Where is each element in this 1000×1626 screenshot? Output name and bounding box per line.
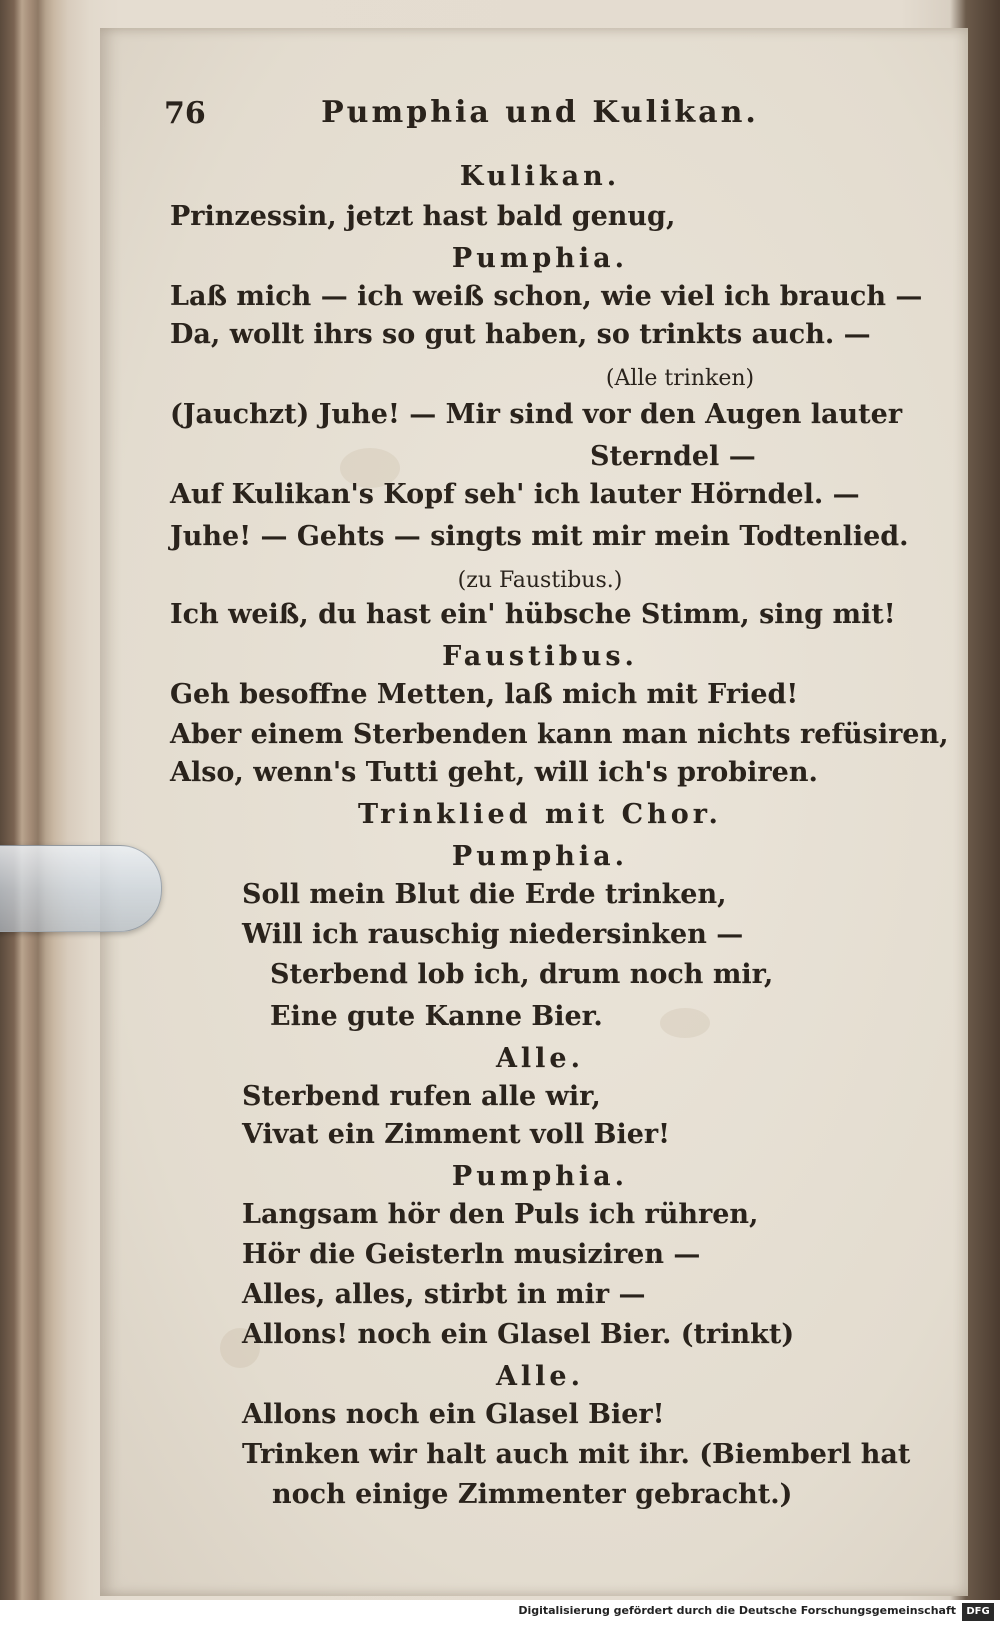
verse-line: Ich weiß, du hast ein' hübsche Stimm, sing mit! [170,599,896,630]
speaker-heading: Trinklied mit Chor. [358,799,722,830]
speaker-heading: Pumphia. [451,841,629,872]
verse-line: Prinzessin, jetzt hast bald genug, [170,201,676,232]
stage-direction: (zu Faustibus.) [457,568,623,593]
verse-line: Da, wollt ihrs so gut haben, so trinkts auch. — [170,319,871,350]
verse-line: Langsam hör den Puls ich rühren, [242,1199,759,1230]
speaker-heading: Alle. [495,1043,585,1074]
verse-line: Sterndel — [590,441,756,472]
verse-line: Allons! noch ein Glasel Bier. (trinkt) [242,1319,795,1350]
verse-line: Sterbend lob ich, drum noch mir, [270,959,774,990]
verse-line: Geh besoffne Metten, laß mich mit Fried! [170,679,799,710]
verse-line: Aber einem Sterbenden kann man nichts refüsiren, [170,719,949,750]
verse-line: Auf Kulikan's Kopf seh' ich lauter Hörndel. — [170,479,860,510]
verse-line: Laß mich — ich weiß schon, wie viel ich brauch — [170,281,923,312]
verse-line: Eine gute Kanne Bier. [270,1001,603,1032]
page-number: 76 [164,96,206,131]
speaker-heading: Pumphia. [451,1161,629,1192]
verse-line: Juhe! — Gehts — singts mit mir mein Todtenlied. [170,521,909,552]
verse-line: Also, wenn's Tutti geht, will ich's probiren. [170,757,818,788]
funding-notice: Digitalisierung gefördert durch die Deutsche Forschungsgemeinschaft [518,1604,956,1617]
verse-line: Sterbend rufen alle wir, [242,1081,601,1112]
stage-direction: (Alle trinken) [605,366,755,391]
speaker-heading: Pumphia. [451,243,629,274]
running-header: Pumphia und Kulikan. [321,95,759,130]
footer-bar [0,1600,1000,1626]
verse-line: Soll mein Blut die Erde trinken, [242,879,727,910]
plastic-page-clip [0,845,162,932]
speaker-heading: Faustibus. [442,641,638,672]
speaker-heading: Alle. [495,1361,585,1392]
verse-line: noch einige Zimmenter gebracht.) [272,1479,793,1510]
verse-line: Hör die Geisterln musiziren — [242,1239,701,1270]
verse-line: Vivat ein Zimment voll Bier! [242,1119,670,1150]
verse-line: Alles, alles, stirbt in mir — [242,1279,646,1310]
speaker-heading: Kulikan. [459,161,621,192]
verse-line: Allons noch ein Glasel Bier! [242,1399,665,1430]
paper-stain [660,1008,710,1038]
verse-line: Will ich rauschig niedersinken — [242,919,744,950]
dfg-logo-icon: DFG [962,1603,994,1621]
verse-line: Trinken wir halt auch mit ihr. (Biemberl hat [242,1439,911,1470]
verse-line: (Jauchzt) Juhe! — Mir sind vor den Augen lauter [170,399,903,430]
